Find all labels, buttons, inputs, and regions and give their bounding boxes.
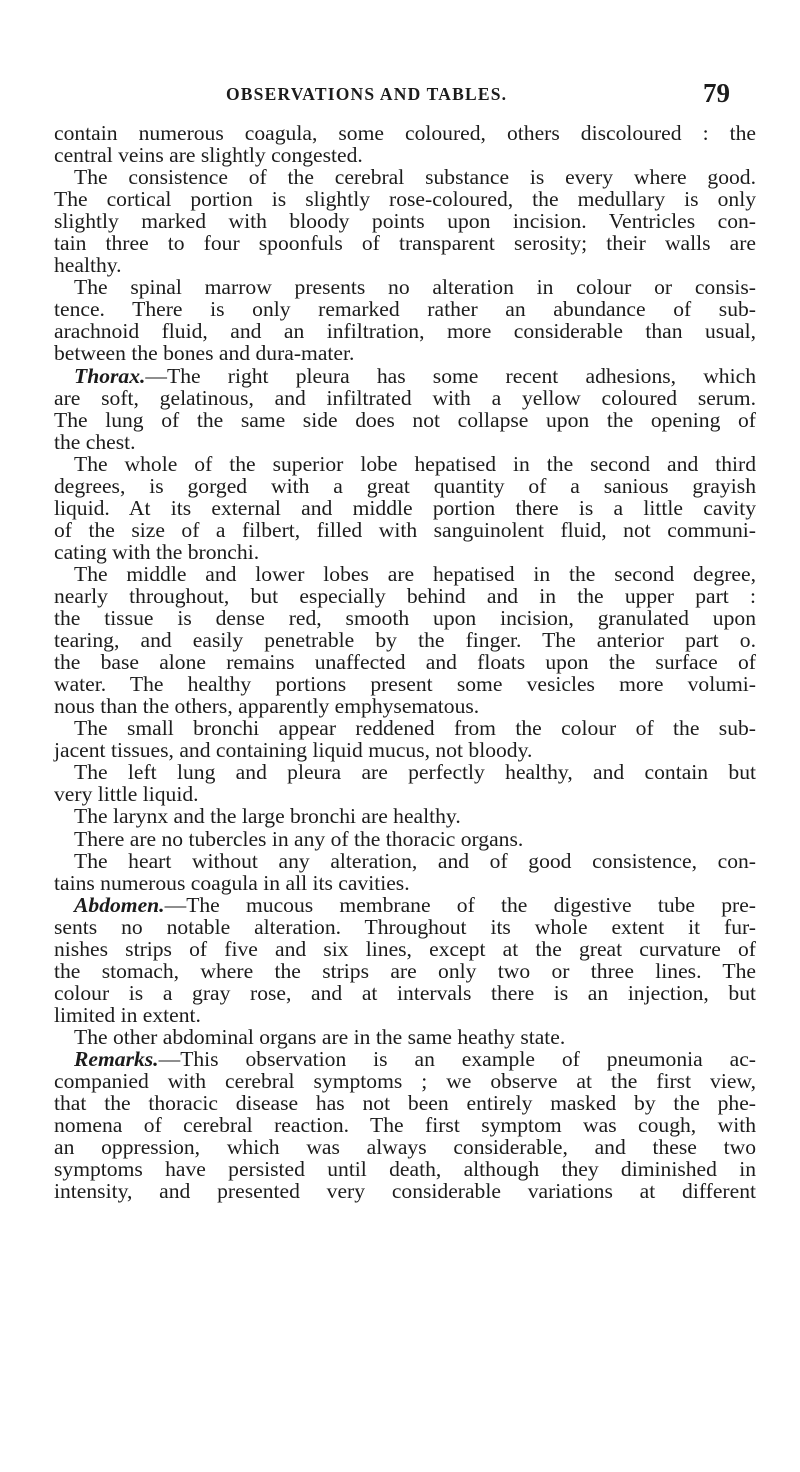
section-heading: Thorax. bbox=[74, 363, 146, 388]
text-line bbox=[54, 365, 756, 387]
text-line bbox=[54, 122, 756, 144]
line-text: nishes strips of five and six lines, except at the great curvature of bbox=[54, 936, 756, 961]
text-line bbox=[54, 210, 756, 232]
text-line bbox=[54, 519, 756, 541]
text-line bbox=[54, 783, 756, 805]
line-text: There are no tubercles in any of the thoracic organs. bbox=[74, 826, 524, 851]
line-text: nomena of cerebral reaction. The first symptom was cough, with bbox=[54, 1113, 756, 1138]
line-text: tain three to four spoonfuls of transparent serosity; their walls are bbox=[54, 231, 756, 256]
line-text: The spinal marrow presents no alteration in colour or consis- bbox=[74, 275, 756, 300]
text-line bbox=[54, 409, 756, 431]
section-heading: Abdomen. bbox=[74, 892, 165, 917]
line-text: tearing, and easily penetrable by the finger. The anterior part o. bbox=[54, 628, 756, 653]
line-text: The cortical portion is slightly rose-coloured, the medullary is only bbox=[54, 187, 756, 212]
line-text: central veins are slightly congested. bbox=[54, 143, 363, 168]
line-text: The left lung and pleura are perfectly healthy, and contain but bbox=[74, 760, 756, 785]
line-text: —This observation is an example of pneumonia ac- bbox=[158, 1046, 756, 1071]
line-text: nous than the others, apparently emphysematous. bbox=[54, 694, 480, 719]
line-text: The larynx and the large bronchi are healthy. bbox=[74, 804, 461, 829]
text-line bbox=[54, 1070, 756, 1092]
line-text: an oppression, which was always considerable, and these two bbox=[54, 1135, 756, 1160]
line-text: tence. There is only remarked rather an abundance of sub- bbox=[54, 297, 756, 322]
text-line bbox=[54, 276, 756, 298]
line-text: degrees, is gorged with a great quantity of a sanious grayish bbox=[54, 473, 756, 498]
line-text: the stomach, where the strips are only two or three lines. The bbox=[54, 958, 756, 983]
line-text: limited in extent. bbox=[54, 1002, 201, 1027]
line-text: very little liquid. bbox=[54, 782, 199, 807]
text-line bbox=[54, 1114, 756, 1136]
line-text: slightly marked with bloody points upon incision. Ventricles con- bbox=[54, 209, 756, 234]
text-line bbox=[54, 387, 756, 409]
text-line bbox=[54, 453, 756, 475]
line-text: are soft, gelatinous, and infiltrated with a yellow coloured serum. bbox=[54, 385, 756, 410]
text-line bbox=[54, 717, 756, 739]
text-line bbox=[54, 166, 756, 188]
line-text: jacent tissues, and containing liquid mucus, not bloody. bbox=[54, 738, 533, 763]
text-line bbox=[54, 629, 756, 651]
line-text: water. The healthy portions present some vesicles more volumi- bbox=[54, 672, 756, 697]
line-text: cating with the bronchi. bbox=[54, 539, 260, 564]
text-line bbox=[54, 673, 756, 695]
text-line bbox=[54, 872, 756, 894]
text-line bbox=[54, 232, 756, 254]
body-text bbox=[54, 122, 756, 1202]
running-head bbox=[226, 80, 730, 110]
text-line bbox=[54, 607, 756, 629]
text-line bbox=[54, 563, 756, 585]
section-heading: Remarks. bbox=[74, 1046, 159, 1071]
text-line bbox=[54, 1004, 756, 1026]
text-line bbox=[54, 982, 756, 1004]
line-text: The middle and lower lobes are hepatised in the second degree, bbox=[74, 561, 756, 586]
text-line bbox=[54, 739, 756, 761]
text-line bbox=[54, 585, 756, 607]
line-text: liquid. At its external and middle portion there is a little cavity bbox=[54, 495, 756, 520]
line-text: The lung of the same side does not collapse upon the opening of bbox=[54, 407, 756, 432]
text-line bbox=[54, 188, 756, 210]
running-title: OBSERVATIONS AND TABLES. bbox=[226, 84, 508, 104]
line-text: The other abdominal organs are in the same heathy state. bbox=[74, 1024, 566, 1049]
text-line bbox=[54, 828, 756, 850]
text-line bbox=[54, 1026, 756, 1048]
line-text: healthy. bbox=[54, 253, 122, 278]
text-line bbox=[54, 1092, 756, 1114]
line-text: that the thoracic disease has not been entirely masked by the phe- bbox=[54, 1091, 756, 1116]
text-line bbox=[54, 960, 756, 982]
line-text: the chest. bbox=[54, 429, 136, 454]
text-line bbox=[54, 320, 756, 342]
line-text: colour is a gray rose, and at intervals there is an injection, but bbox=[54, 980, 756, 1005]
text-line bbox=[54, 254, 756, 276]
line-text: —The mucous membrane of the digestive tube pre- bbox=[164, 892, 756, 917]
text-line bbox=[54, 805, 756, 827]
text-line bbox=[54, 651, 756, 673]
line-text: of the size of a filbert, filled with sanguinolent fluid, not communi- bbox=[54, 517, 756, 542]
page-number: 79 bbox=[703, 78, 730, 108]
line-text: intensity, and presented very considerable variations at different bbox=[54, 1179, 756, 1204]
text-line bbox=[54, 497, 756, 519]
line-text: arachnoid fluid, and an infiltration, more considerable than usual, bbox=[54, 319, 756, 344]
text-line bbox=[54, 298, 756, 320]
text-line bbox=[54, 761, 756, 783]
text-line bbox=[54, 431, 756, 453]
line-text: symptoms have persisted until death, although they diminished in bbox=[54, 1157, 756, 1182]
line-text: the base alone remains unaffected and floats upon the surface of bbox=[54, 650, 756, 675]
line-text: tains numerous coagula in all its cavities. bbox=[54, 870, 410, 895]
text-line bbox=[54, 1048, 756, 1070]
text-line bbox=[54, 1158, 756, 1180]
text-line bbox=[54, 916, 756, 938]
line-text: contain numerous coagula, some coloured, others discoloured : the bbox=[54, 121, 756, 145]
line-text: nearly throughout, but especially behind and in the upper part : bbox=[54, 583, 756, 608]
text-line bbox=[54, 894, 756, 916]
line-text: between the bones and dura-mater. bbox=[54, 341, 355, 366]
line-text: the tissue is dense red, smooth upon incision, granulated upon bbox=[54, 606, 756, 631]
line-text: —The right pleura has some recent adhesions, which bbox=[145, 363, 756, 388]
text-line bbox=[54, 144, 756, 166]
text-line bbox=[54, 695, 756, 717]
text-line bbox=[54, 475, 756, 497]
line-text: The heart without any alteration, and of good consistence, con- bbox=[74, 848, 756, 873]
line-text: companied with cerebral symptoms ; we observe at the first view, bbox=[54, 1069, 756, 1094]
text-line bbox=[54, 1136, 756, 1158]
text-line bbox=[54, 1180, 756, 1202]
text-line bbox=[54, 850, 756, 872]
line-text: The whole of the superior lobe hepatised in the second and third bbox=[74, 451, 756, 476]
line-text: The consistence of the cerebral substance is every where good. bbox=[74, 165, 756, 190]
text-line bbox=[54, 541, 756, 563]
text-line bbox=[54, 342, 756, 364]
text-line bbox=[54, 938, 756, 960]
line-text: The small bronchi appear reddened from the colour of the sub- bbox=[74, 716, 756, 741]
line-text: sents no notable alteration. Throughout its whole extent it fur- bbox=[54, 914, 756, 939]
